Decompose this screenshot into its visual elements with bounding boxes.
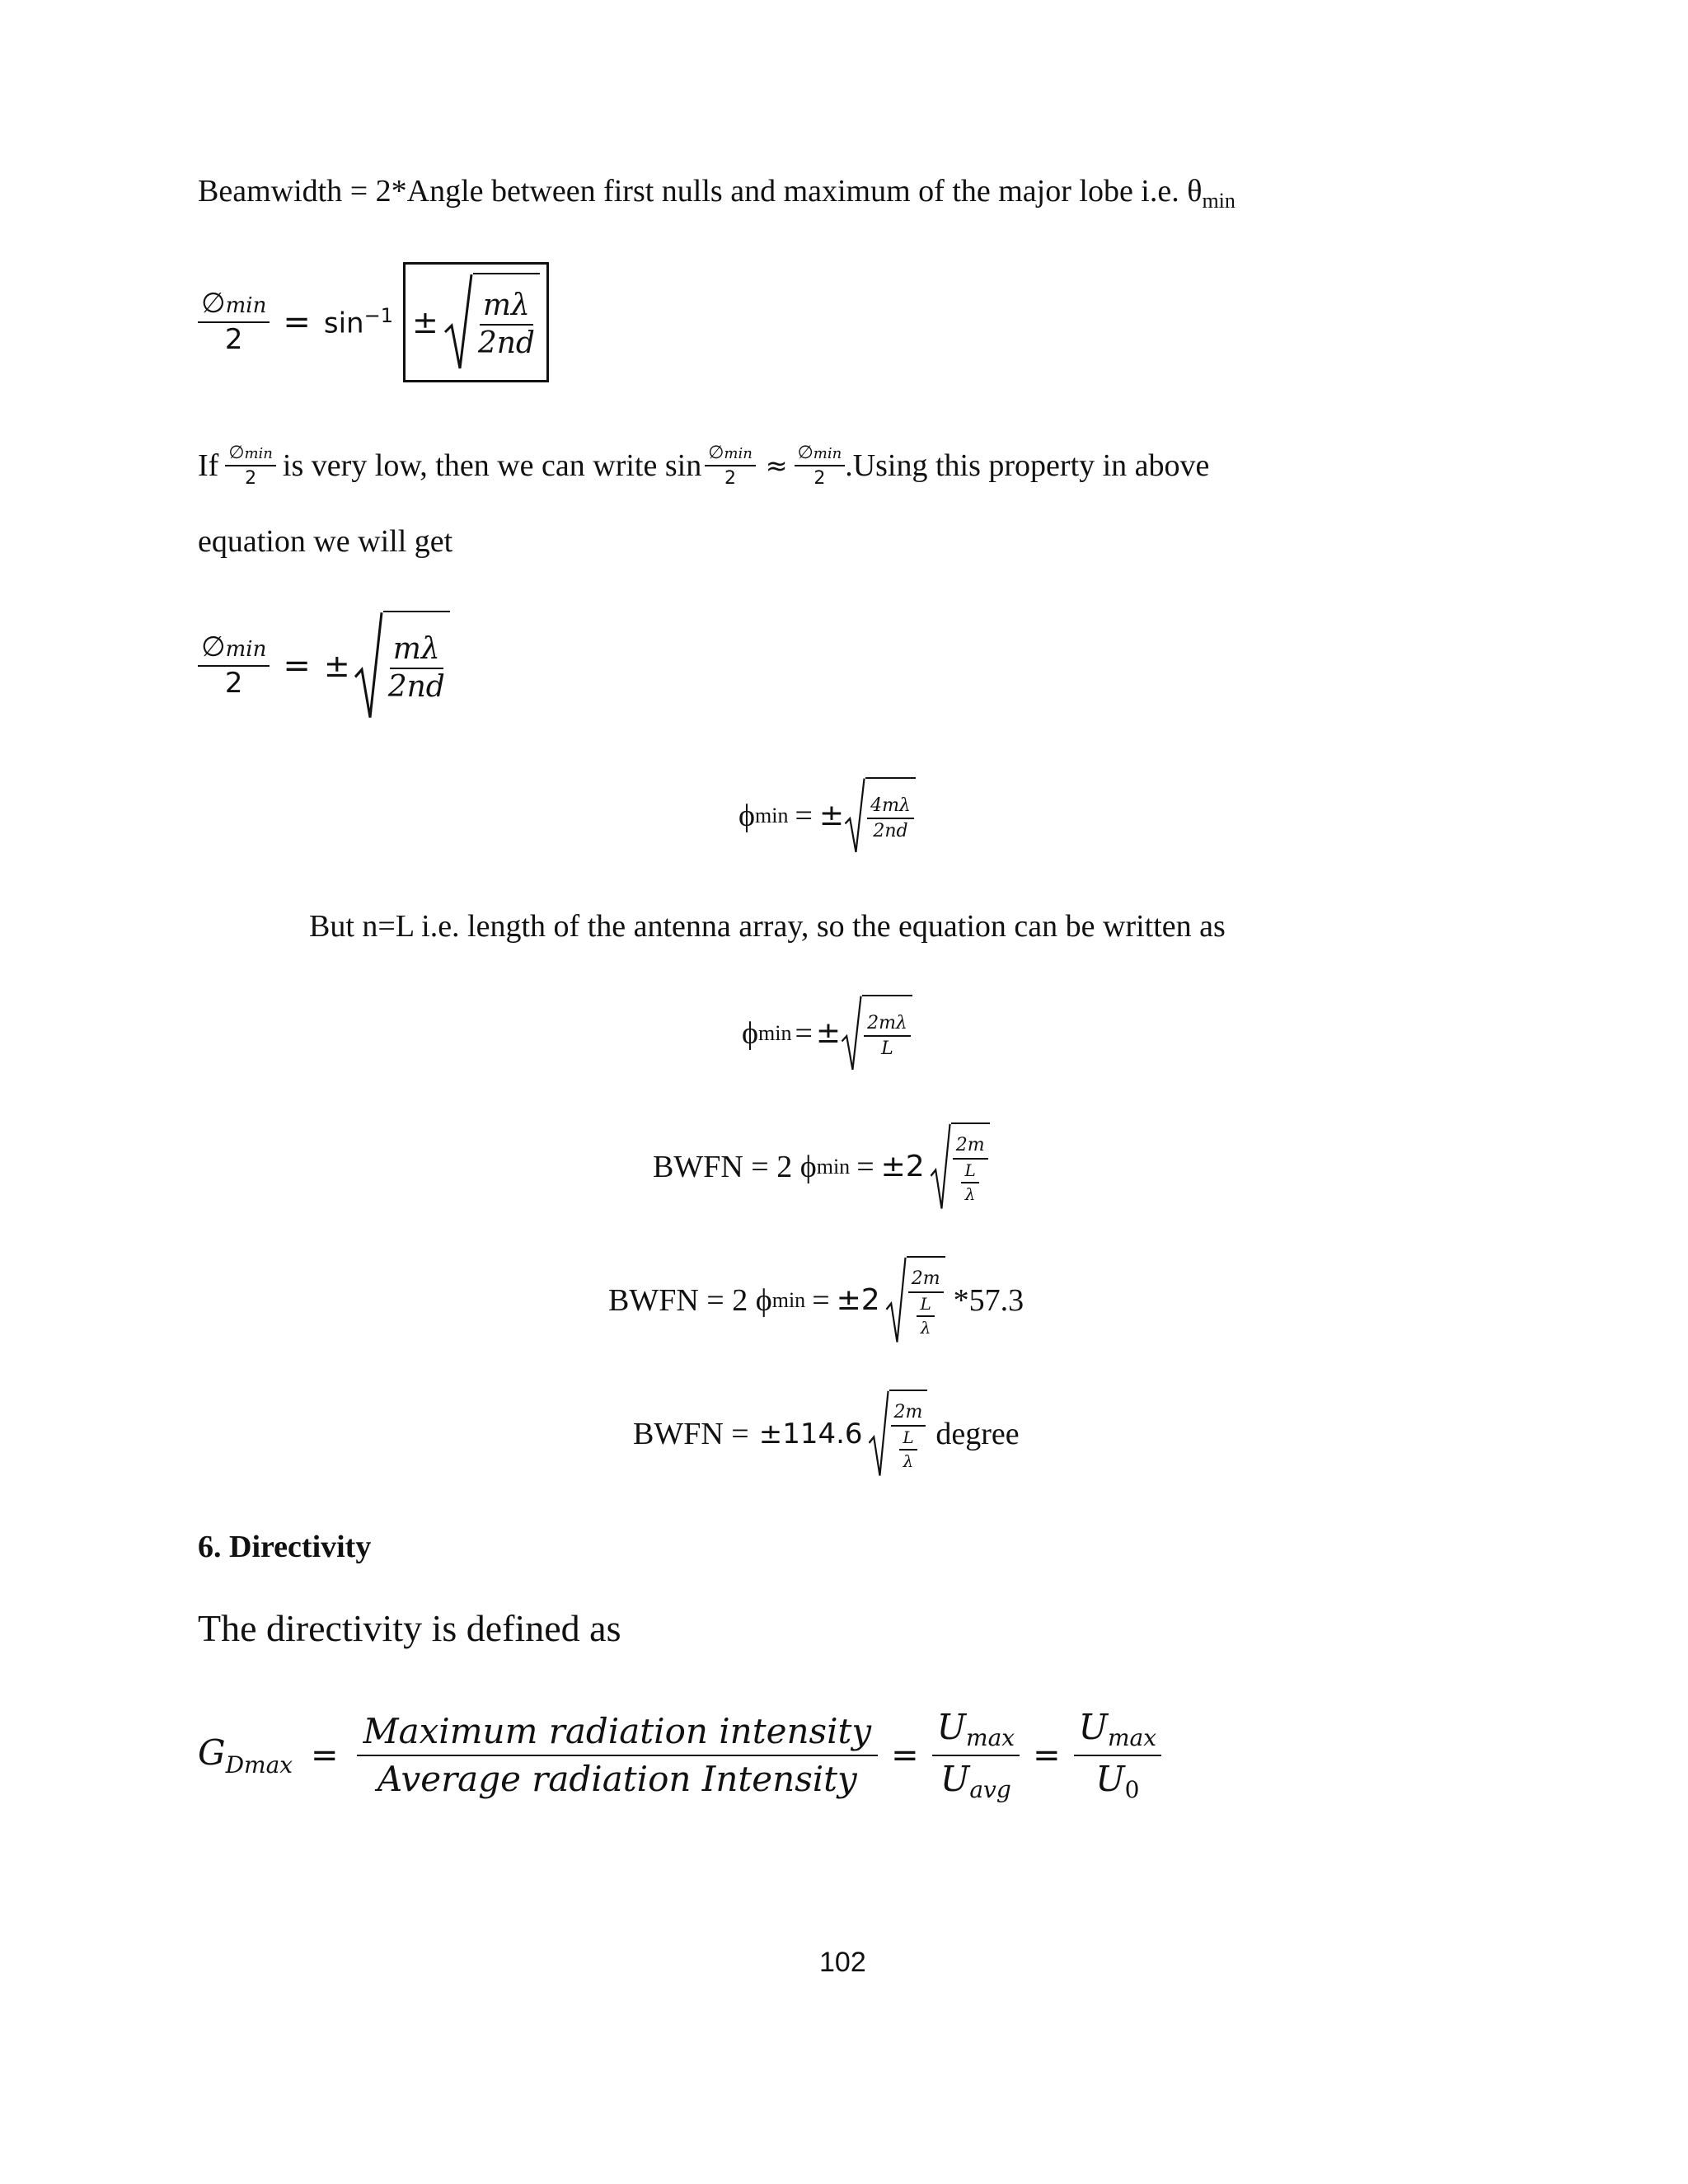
square-root: $\frac{2m}{\frac{L}{\lambda}}$ <box>930 1122 990 1212</box>
arcsin-function: $\sin^{-1}$ <box>323 304 393 340</box>
equation-we-will-get-text: equation we will get <box>198 524 453 559</box>
square-root: $\frac{2m}{\frac{L}{\lambda}}$ <box>885 1256 945 1345</box>
directivity-intro-text: The directivity is defined as <box>198 1607 621 1649</box>
square-bracket-group: ± $\frac{m\lambda}{2nd}$ <box>403 262 549 382</box>
equation-half-angle-approx: $\frac{\emptyset\min}{2}$ = ± $\frac{m\lambda}{2nd}$ <box>198 608 450 724</box>
equation-directivity: $G_{Dmax}$ = $\frac{\text{Maximum radiation intensity}}{\text{Average radiation Intensity}}$ = $\frac{Umax}{\text{Uavg}}$ = $\frac{Umax}{U0}$ <box>198 1698 1161 1813</box>
phi-over-two-fraction: $\frac{\emptyset\min}{2}$ <box>198 633 270 698</box>
small-fraction-b: $\frac{\emptyset\min}{2}$ <box>705 443 756 488</box>
phi-over-two-fraction: $\frac{\emptyset\min}{2}$ <box>198 289 270 354</box>
equation-phi-min-4m: ϕ min = ± $\frac{4m\lambda}{2nd}$ <box>738 775 916 857</box>
umax-over-uavg-fraction: $\frac{Umax}{\text{Uavg}}$ <box>932 1709 1020 1802</box>
square-root: $\frac{m\lambda}{2nd}$ <box>443 273 540 372</box>
section-heading: 6. Directivity <box>198 1530 372 1564</box>
small-fraction-c: $\frac{\emptyset\min}{2}$ <box>795 443 846 488</box>
square-root: $\frac{2m}{\frac{L}{\lambda}}$ <box>868 1390 928 1479</box>
n-equals-l-text: But n=L i.e. length of the antenna array, so the equation can be written as <box>309 909 1226 944</box>
beamwidth-definition: Beamwidth = 2*Angle between first nulls and maximum of the major lobe i.e. $\theta_{min}$ <box>198 174 1236 213</box>
equation-bwfn-2: BWFN = 2 ϕ min = ±2 $\frac{2m}{\frac{L}{\lambda}}$ *57.3 <box>608 1254 1024 1347</box>
square-root: $\frac{m\lambda}{2nd}$ <box>354 611 450 721</box>
page-number: 102 <box>819 1947 866 1978</box>
small-angle-approximation-text: If $\frac{\emptyset\min}{2}$ is very low, then we can write sin $\frac{\emptyset\min}{2}$ ≈ $\frac{\emptyset\min}{2}$ .Using this property in above <box>198 442 1210 489</box>
g-dmax: $G_{Dmax}$ <box>198 1732 293 1779</box>
equation-bwfn-1: BWFN = 2 ϕ min = ±2 $\frac{2m}{\frac{L}{\lambda}}$ <box>653 1121 990 1213</box>
umax-over-u0-fraction: $\frac{Umax}{U0}$ <box>1074 1709 1161 1802</box>
square-root: $\frac{2m\lambda}{L}$ <box>841 995 912 1072</box>
equation-bwfn-degree: BWFN = ±114.6 $\frac{2m}{\frac{L}{\lambda}}$ degree <box>633 1388 1020 1480</box>
square-root: $\frac{4m\lambda}{2nd}$ <box>844 777 916 855</box>
small-fraction-a: $\frac{\emptyset\min}{2}$ <box>225 443 276 488</box>
equation-phi-min-2m: ϕ min = ± $\frac{2m\lambda}{L}$ <box>742 992 912 1075</box>
intensity-ratio-fraction: $\frac{\text{Maximum radiation intensity}}{\text{Average radiation Intensity}}$ <box>357 1713 879 1797</box>
equation-half-angle-arcsin: $\frac{\emptyset\min}{2}$ = $\sin^{-1}$ ± $\frac{m\lambda}{2nd}$ <box>198 260 549 384</box>
